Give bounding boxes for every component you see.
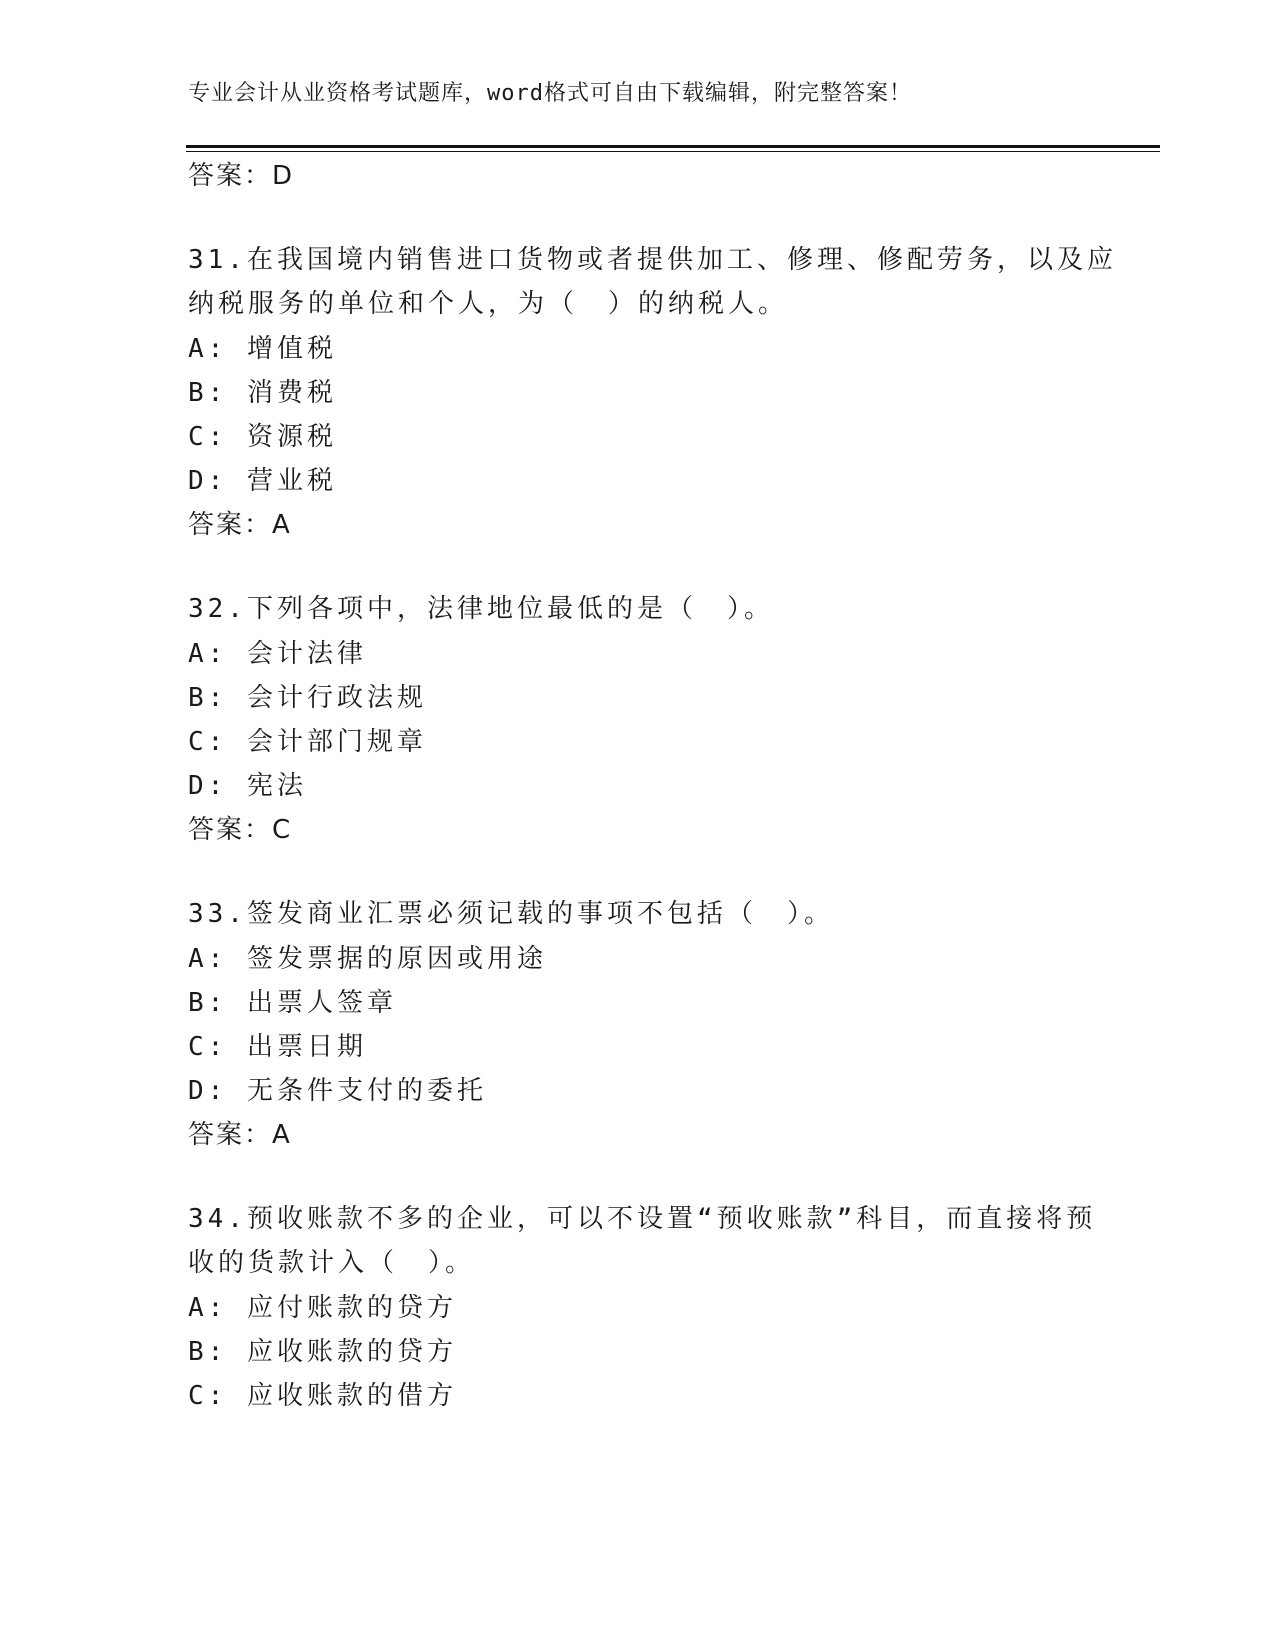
- answer: 答案：A: [188, 510, 292, 540]
- option-a: A: 会计法律: [188, 639, 367, 669]
- header-rule-thick: [186, 145, 1160, 148]
- answer: 答案：A: [188, 1120, 292, 1150]
- option-c: C: 会计部门规章: [188, 727, 427, 757]
- header-rule-thin: [186, 151, 1160, 152]
- option-a: A: 应付账款的贷方: [188, 1293, 457, 1323]
- question-stem: 31.在我国境内销售进口货物或者提供加工、修理、修配劳务，以及应: [188, 245, 1117, 275]
- question-stem: 32.下列各项中，法律地位最低的是（ ）。: [188, 594, 774, 624]
- page-header-text: 专业会计从业资格考试题库，word格式可自由下载编辑，附完整答案！: [188, 81, 912, 106]
- option-b: B: 应收账款的贷方: [188, 1337, 457, 1367]
- question-stem-continued: 收的货款计入（ ）。: [188, 1248, 476, 1278]
- option-b: B: 出票人签章: [188, 988, 397, 1018]
- option-d: D: 无条件支付的委托: [188, 1076, 487, 1106]
- option-d: D: 营业税: [188, 466, 337, 496]
- question-stem-continued: 纳税服务的单位和个人，为（ ）的纳税人。: [188, 289, 789, 319]
- option-c: C: 资源税: [188, 422, 337, 452]
- option-c: C: 出票日期: [188, 1032, 367, 1062]
- option-b: B: 会计行政法规: [188, 683, 427, 713]
- option-b: B: 消费税: [188, 378, 337, 408]
- option-d: D: 宪法: [188, 771, 307, 801]
- previous-answer: 答案：D: [188, 161, 295, 191]
- answer: 答案：C: [188, 815, 293, 845]
- option-a: A: 增值税: [188, 334, 337, 364]
- question-stem: 33.签发商业汇票必须记载的事项不包括（ ）。: [188, 899, 834, 929]
- option-c: C: 应收账款的借方: [188, 1381, 457, 1411]
- question-stem: 34.预收账款不多的企业，可以不设置“预收账款”科目，而直接将预: [188, 1204, 1097, 1234]
- option-a: A: 签发票据的原因或用途: [188, 944, 547, 974]
